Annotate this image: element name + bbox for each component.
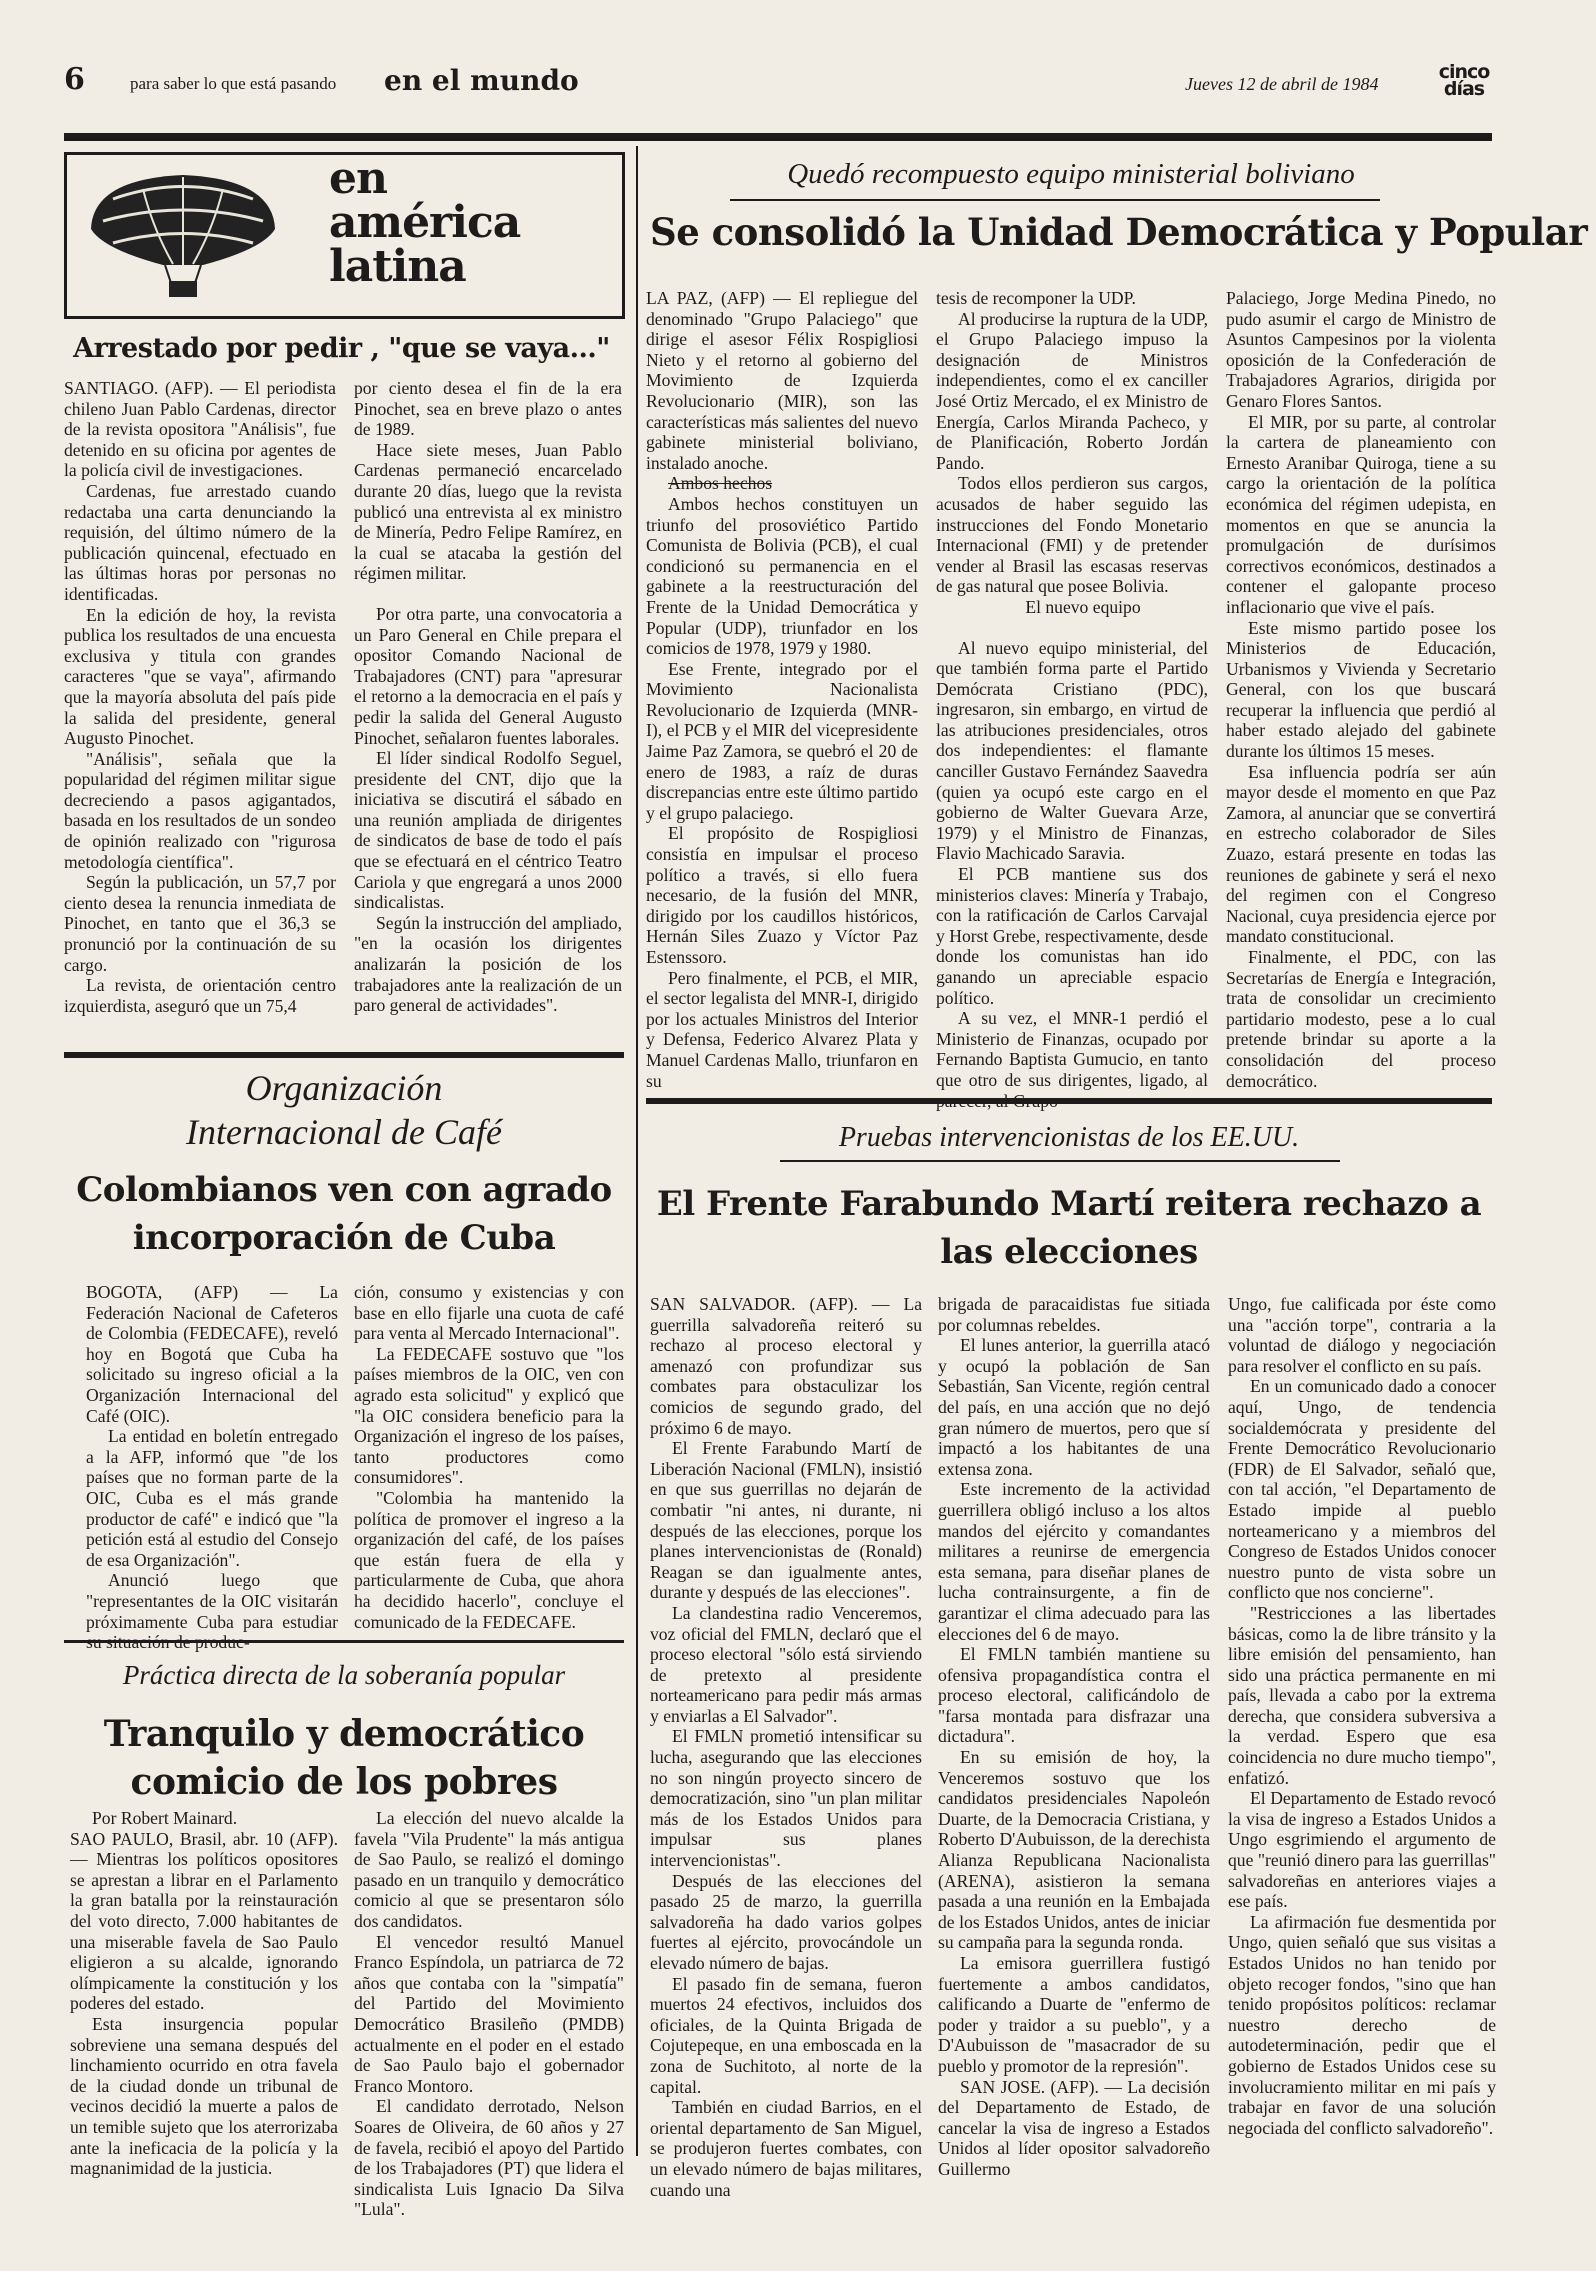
kicker-underline bbox=[780, 1160, 1340, 1162]
salvador-column-2: brigada de paracaidistas fue sitiada por columnas rebeldes. El lunes anterior, la guerrilla atacó y ocupó la población de San Sebastián, San Vicente, región central del país, en una acción que no dejó gran número de muertos, pero que sí impactó a los habitantes de una extensa zona. Este incremento de la actividad guerrillera obligó incluso a los altos mandos del ejército y comandantes militares a reunirse de emergencia esta semana, para diseñar planes de lucha contrainsurgente, a fin de garantizar el clima adecuado para las elecciones del 6 de mayo. El FMLN también mantiene su ofensiva propagandística contra el proceso electoral, calificándolo de "farsa montada para disfrazar una dictadura". En su emisión de hoy, la Venceremos sostuvo que los candidatos presidenciales Napoleón Duarte, de la Democracia Cristiana, y Roberto D'Aubuisson, de la derechista Alianza Republicana Nacionalista (ARENA), asistieron la semana pasada a una reunión en la Embajada de los Estados Unidos, antes de iniciar su campaña para la segunda ronda. La emisora guerrillera fustigó fuertemente a ambos candidatos, calificando a Duarte de "enfermo de poder y traidor a su pueblo", y a D'Aubuisson de "masacrador de su pueblo y promotor de la represión". SAN JOSE. (AFP). — La decisión del Departamento de Estado, de cancelar la visa de ingreso a Estados Unidos al líder opositor salvadoreño Guillermo bbox=[938, 1294, 1210, 2179]
salvador-kicker: Pruebas intervencionistas de los EE.UU. bbox=[838, 1122, 1300, 1153]
bolivia-column-2: tesis de recomponer la UDP. Al producirse la ruptura de la UDP, el Grupo Palaciego impuso la designación de Ministros independientes, como el ex canciller José Ortiz Mercado, el ex Ministro de Energía, Carlos Miranda Pacheco, y de Planificación, Roberto Jordán Pando. Todos ellos perdieron sus cargos, acusados de haber seguido las instrucciones del Fondo Monetario Internacional (FMI) y de pretender vender al Brasil las escasas reservas de gas natural que posee Bolivia. El nuevo equipo Al nuevo equipo ministerial, del que también forma parte el Partido Demócrata Cristiano (PDC), ingresaron, sin embargo, en virtud de las atribuciones presidenciales, otros dos independientes: el flamante canciller Gustavo Fernández Saavedra (quien ya ocupó este cargo en el gobierno de Walter Guevara Arze, 1979) y el Ministro de Finanzas, Flavio Machicado Saravia. El PCB mantiene sus dos ministerios claves: Minería y Trabajo, con la ratificación de Carlos Carvajal y Horst Grebe, respectivamente, desde donde los comunistas han ido ganando un apreciable espacio político. A su vez, el MNR-1 perdió el Ministerio de Finanzas, ocupado por Fernando Baptista Gumucio, en tanto que otro de sus dirigentes, ligado, al bbox=[936, 288, 1208, 1090]
page-number: 6 bbox=[64, 62, 85, 97]
brasil-column-1: Por Robert Mainard. SAO PAULO, Brasil, abr. 10 (AFP). — Mientras los políticos opositores se aprestan a librar en el Parlamento la gran batalla por la reinstauración del voto directo, 7.000 habitantes de una miserable favela de Sao Paulo eligieron a su alcalde, ignorando olímpicamente la constitución y los poderes del estado. Esta insurgencia popular sobreviene una semana después del linchamiento ocurrido en otra favela de la ciudad donde un tribunal de vecinos decidió la muerte a palos de un temible sujeto que los aterrorizaba ante la ineficacia de la policía y la magnanimidad de la justicia. bbox=[70, 1808, 338, 2179]
cafe-kicker: Organización Internacional de Café bbox=[186, 1068, 502, 1152]
brasil-column-2: La elección del nuevo alcalde la favela "Vila Prudente" la más antigua de Sao Paulo, se realizó el domingo pasado en un tranquilo y democrático comicio al que se presentaron sólo dos candidatos. El vencedor resultó Manuel Franco Espíndola, un patriarca de 72 años que contaba con la "simpatía" del Partido del Movimiento Democrático Brasileño (PMDB) actualmente en el poder en el estado de Sao Paulo bajo el gobernador Franco Montoro. El candidato derrotado, Nelson Soares de Oliveira, de 60 años y 27 de favela, recibió el apoyo del Partido de los Trabajadores (PT) que lidera el sindicalista Luis Ignacio Da Silva "Lula". bbox=[354, 1808, 624, 2220]
divider bbox=[646, 1098, 1492, 1104]
masthead-rule bbox=[64, 133, 1492, 141]
bolivia-column-1: LA PAZ, (AFP) — El repliegue del denominado "Grupo Palaciego" que dirige el asesor Félix Rospigliosi Nieto y el retorno al gobierno del Movimiento de Izquierda Revolucionario (MIR), son las características más salientes del nuevo gabinete ministerial boliviano, instalado anoche. Ambos hechos Ambos hechos constituyen un triunfo del prosoviético Partido Comunista de Bolivia (PCB), el cual condicionó su permanencia en el gabinete a la reestructuración del Frente de la Unidad Democrática y Popular (UDP), triunfador en los comicios de 1978, 1979 y 1980. Ese Frente, integrado por el Movimiento Nacionalista Revolucionario de Izquierda (MNR-I), el PCB y el MIR del vicepresidente Jaime Paz Zamora, se quebró el 20 de enero de 1983, a raíz de duras discrepancias entre este último partido y el grupo palaciego. El propósito de Rospigliosi consistía en impulsar el proceso político a través, si ello fuera necesario, de la fusión del MNR, dirigido por los caudillos históricos, Hernán Siles Zuazo y Víctor Paz Estenssoro. Pero finalmente, el PCB, el MIR, el sector legalista del MNR-I, dirigido por los actuales Ministros del Interior y Defensa, Federico Alvarez Plata y Manuel Cardenas Mallo, triunfaron en su bbox=[646, 288, 918, 1091]
salvador-headline: El Frente Farabundo Martí reitera rechazo a las elecciones bbox=[656, 1184, 1482, 1272]
bolivia-column-3: Palaciego, Jorge Medina Pinedo, no pudo asumir el cargo de Ministro de Asuntos Campesinos por la violenta oposición de la Confederación de Trabajadores Agrarios, dirigida por Genaro Flores Santos. El MIR, por su parte, al controlar la cartera de planeamiento con Ernesto Aranibar Quiroga, tiene a su cargo la orientación de la política económica del régimen udepista, en momentos en que se anuncia la promulgación de durísimos correctivos económicos, destinados a contener el galopante proceso inflacionario que vive el país. Este mismo partido posee los Ministerios de Educación, Urbanismos y Vivienda y Secretario General, con los que buscará recuperar la influencia que perdió al haber estado alejado del gabinete durante los últimos 15 meses. Esa influencia podría ser aún mayor desde el momento en que Paz Zamora, al anunciar que se convertirá en estrecho colaborador de Siles Zuazo, estará presente en todas las reuniones de gabinete y será el nexo del regimen con el Congreso Nacional, cuya presidencia ejerce por mandato constitucional. Finalmente, el PDC, con las Secretarías de Energía e Integración, trata de consolidar un crecimiento partidario modesto, pese a lo cual pretende brindar su aporte a la consolidación del proceso democrático. bbox=[1226, 288, 1496, 1091]
newspaper-logo: cinco días bbox=[1438, 61, 1490, 100]
cafe-column-1: BOGOTA, (AFP) — La Federación Nacional de Cafeteros de Colombia (FEDECAFE), reveló hoy en Bogotá que Cuba ha solicitado su ingreso oficial a la Organización Internacional del Café (OIC). La entidad en boletín entregado a la AFP, informó que "de los países que no forman parte de la OIC, Cuba es el más grande productor de café" e indicó que "la petición está al estudio del Consejo de esa Organización". Anunció luego que "representantes de la OIC visitarán próximamente Cuba para estudiar bbox=[86, 1282, 338, 1632]
hot-air-balloon-icon bbox=[83, 169, 283, 301]
column-divider bbox=[636, 146, 638, 2156]
section-name: en el mundo bbox=[384, 64, 579, 97]
divider bbox=[64, 1640, 624, 1643]
section-title: en américa latina bbox=[329, 153, 521, 292]
cafe-headline: Colombianos ven con agrado incorporación de Cuba bbox=[76, 1170, 612, 1258]
bolivia-kicker: Quedó recompuesto equipo ministerial boliviano bbox=[787, 158, 1355, 190]
brasil-kicker: Práctica directa de la soberanía popular bbox=[122, 1660, 566, 1690]
salvador-column-3: Ungo, fue calificada por éste como una "acción torpe", contraria a la voluntad de diálogo y negociación para resolver el conflicto en su país. En un comunicado dado a conocer aquí, Ungo, de tendencia socialdemócrata y presidente del Frente Democrático Revolucionario (FDR) de El Salvador, señaló que, con tal acción, "el Departamento de Estado impide al pueblo norteamericano y a miembros del Congreso de Estados Unidos conocer nuestro punto de vista sobre un conflicto que nos concierne". "Restricciones a las libertades básicas, como la de libre tránsito y la libre emisión del pensamiento, han sido una práctica permanente en mi país, llevada a cabo por la extrema derecha, que considera subversiva a la verdad. Espero que esa coincidencia no dure mucho tiempo", enfatizó. El Departamento de Estado revocó la visa de ingreso a Estados Unidos a Ungo esgrimiendo el argumento de que "reunió dinero para las guerrillas" salvadoreñas en anteriores viajes a ese país. La afirmación fue desmentida por Ungo, quien señaló que sus visitas a Estados Unidos no han tenido por objeto recoger fondos, "sino que han tenido propósitos políticos: reclamar nuestro derecho de autodeterminación, pedir que el gobierno de Estados Unidos cese su involucramiento militar en mi país y trabajar en favor de una solución negociada del conflicto salvadoreño". bbox=[1228, 1294, 1496, 2138]
santiago-column-2: por ciento desea el fin de la era Pinochet, sea en breve plazo o antes de 1989. Hace siete meses, Juan Pablo Cardenas permaneció encarcelado durante 20 días, luego que la revista publicó una entrevista al ex ministro de Minería, Pedro Felipe Ramírez, en la cual se atacaba la gestión del régimen militar. Por otra parte, una convocatoria a un Paro General en Chile prepara el opositor Comando Nacional de Trabajadores (CNT) para "apresurar el retorno a la democracia en el país y pedir la salida del General Augusto Pinochet, señalaron fuentes laborales. El líder sindical Rodolfo Seguel, presidente del CNT, dijo que la iniciativa se discutirá el sábado en una reunión ampliada de dirigentes de sindicatos de base de todo el país que se efectuará en el céntrico Teatro Cariola y que engregará a unos 2000 sindicalistas. Según la instrucción del ampliado, "en la ocasión los dirigentes analizarán la posición de los trabajadores ante la realización de un paro general de actividades". bbox=[354, 378, 622, 1016]
salvador-column-1: SAN SALVADOR. (AFP). — La guerrilla salvadoreña reiteró su rechazo al proceso electoral y amenazó con profundizar sus combates para obstaculizar los comicios de segundo grado, del próximo 6 de mayo. El Frente Farabundo Martí de Liberación Nacional (FMLN), insistió en que sus guerrillas no dejarán de combatir "ni antes, ni durante, ni después de las elecciones, porque los planes intervencionistas de (Ronald) Reagan se dan igualmente antes, durante y después de las elecciones". La clandestina radio Venceremos, voz oficial del FMLN, declaró que el proceso electoral "sólo está sirviendo de pretexto al presidente norteamericano para pedir más armas y enviarlas a El Salvador". El FMLN prometió intensificar su lucha, asegurando que las elecciones no son ningún proyecto sincero de democratización, sino "un plan militar más de los Estados Unidos para impulsar sus planes intervencionistas". Después de las elecciones del pasado 25 de marzo, la guerrilla salvadoreña ha dado varios golpes fuertes al ejército, provocándole un elevado número de bajas. El pasado fin de semana, fueron muertos 24 efectivos, incluidos dos oficiales, de la Quinta Brigada de Cojutepeque, en una emboscada en la zona de Suchitoto, al norte de la capital. También en ciudad Barrios, en el oriental departamento de San Miguel, se produjeron fuertes combates, con un elevado número de bajas militares, cuando una bbox=[650, 1294, 922, 2200]
santiago-column-1: SANTIAGO. (AFP). — El periodista chileno Juan Pablo Cardenas, director de la revista opositora "Análisis", fue detenido en su oficina por agentes de la policía civil de investigaciones. Cardenas, fue arrestado cuando redactaba una carta denunciando la requisión, del último número de la publicación quincenal, efectuado en las últimas horas por personas no identificadas. En la edición de hoy, la revista publica los resultados de una encuesta exclusiva y titula con grandes caracteres "que se vaya", afirmando que la mayoría absoluta del país pide la salida del presidente, general Augusto Pinochet. "Análisis", señala que la popularidad del régimen militar sigue decreciendo a pasos agigantados, basada en los resultados de un sondeo de opinión realizado con "rigurosa metodología científica". Según la publicación, un 57,7 por ciento desea la renuncia inmediata de Pinochet, en tanto que el 36,3 se pronunció por la continuación de su cargo. La revista, de orientación centro izquierdista, aseguró que un 75,4 bbox=[64, 378, 336, 1016]
kicker-underline bbox=[730, 199, 1380, 201]
divider bbox=[64, 1052, 624, 1058]
masthead-tagline: para saber lo que está pasando bbox=[130, 74, 337, 93]
cafe-column-2: ción, consumo y existencias y con base en ello fijarle una cuota de café para venta al Mercado Internacional". La FEDECAFE sostuvo que "los países miembros de la OIC, ven con agrado esta solicitud" y explicó que "la OIC considera beneficio para la Organización el ingreso de los países, tanto productores como consumidores". "Colombia ha mantenido la política de promover el ingreso a la organización del café, de los países que están fuera de ella y particularmente de Cuba, que ahora ha decidido hacerlo", concluye el comunicado de la FEDECAFE. bbox=[354, 1282, 624, 1632]
bolivia-headline: Se consolidó la Unidad Democrática y Popular bbox=[650, 210, 1588, 254]
santiago-headline: Arrestado por pedir , "que se vaya..." bbox=[73, 333, 610, 364]
issue-date: Jueves 12 de abril de 1984 bbox=[1185, 74, 1379, 94]
brasil-headline: Tranquilo y democrático comicio de los pobres bbox=[103, 1713, 585, 1803]
section-title-box bbox=[64, 152, 625, 319]
